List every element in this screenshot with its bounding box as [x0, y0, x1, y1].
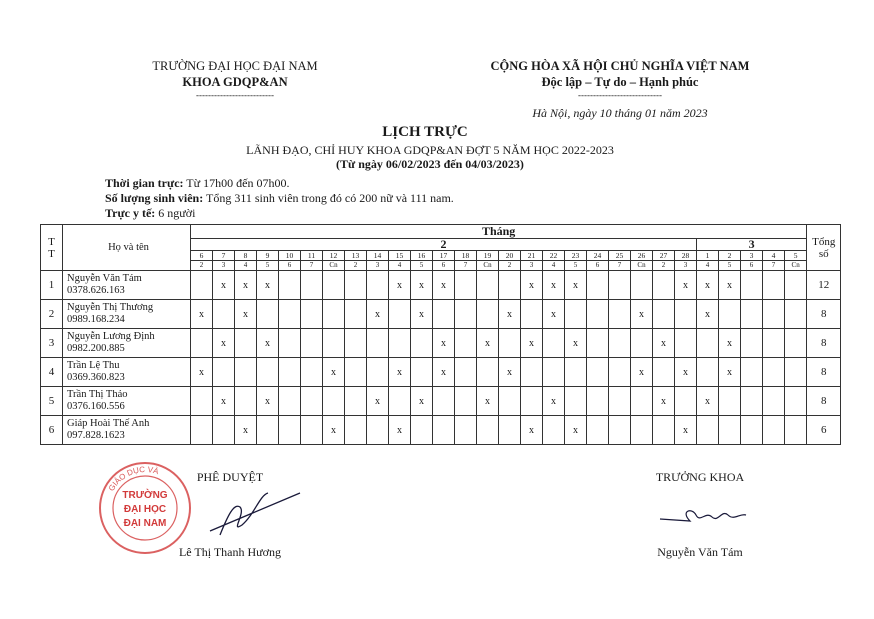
person-phone: 0989.168.234	[67, 314, 125, 325]
weekday: 7	[455, 261, 477, 271]
duty-empty	[323, 387, 345, 416]
dean-title: TRƯỞNG KHOA	[655, 470, 745, 484]
day-number: 4	[763, 251, 785, 261]
day-number: 1	[697, 251, 719, 261]
weekday: 2	[345, 261, 367, 271]
day-number: 20	[499, 251, 521, 261]
duty-empty	[213, 358, 235, 387]
day-number: 11	[301, 251, 323, 261]
duty-mark: x	[323, 358, 345, 387]
day-number: 23	[565, 251, 587, 261]
day-number: 16	[411, 251, 433, 261]
duty-empty	[719, 416, 741, 445]
duty-mark: x	[675, 358, 697, 387]
duty-mark: x	[631, 300, 653, 329]
duty-mark: x	[543, 300, 565, 329]
duty-mark: x	[257, 271, 279, 300]
day-number: 21	[521, 251, 543, 261]
weekday: 4	[389, 261, 411, 271]
duty-empty	[763, 416, 785, 445]
row-number: 6	[41, 416, 63, 445]
duty-empty	[521, 300, 543, 329]
duty-empty	[587, 416, 609, 445]
duty-empty	[257, 358, 279, 387]
person-name: Nguyễn Thị Thương	[67, 302, 154, 313]
duty-empty	[323, 300, 345, 329]
duty-mark: x	[389, 416, 411, 445]
weekday: Cn	[631, 261, 653, 271]
duty-empty	[763, 329, 785, 358]
duty-empty	[301, 358, 323, 387]
weekday: 3	[367, 261, 389, 271]
duty-empty	[345, 300, 367, 329]
weekday: 3	[675, 261, 697, 271]
duty-empty	[433, 416, 455, 445]
day-number: 26	[631, 251, 653, 261]
stamp-line3: ĐẠI NAM	[123, 518, 167, 529]
duty-empty	[455, 387, 477, 416]
day-number: 12	[323, 251, 345, 261]
row-total: 8	[807, 329, 841, 358]
stamp-line2: ĐẠI HỌC	[123, 504, 167, 515]
person-cell	[63, 329, 191, 358]
day-number: 25	[609, 251, 631, 261]
duty-empty	[301, 416, 323, 445]
duty-mark: x	[521, 329, 543, 358]
duty-empty	[433, 300, 455, 329]
duty-empty	[785, 329, 807, 358]
duty-empty	[279, 387, 301, 416]
duty-empty	[785, 300, 807, 329]
weekday: 6	[741, 261, 763, 271]
header-right	[460, 58, 780, 100]
day-number: 10	[279, 251, 301, 261]
duty-empty	[631, 387, 653, 416]
row-number: 5	[41, 387, 63, 416]
person-cell	[63, 271, 191, 300]
table-row	[41, 358, 841, 387]
person-name: Nguyễn Văn Tám	[67, 273, 142, 284]
weekday: 5	[257, 261, 279, 271]
weekday: 4	[543, 261, 565, 271]
day-number: 17	[433, 251, 455, 261]
duty-mark: x	[235, 300, 257, 329]
person-name: Giáp Hoài Thế Anh	[67, 418, 150, 429]
duty-mark: x	[257, 329, 279, 358]
duty-empty	[235, 329, 257, 358]
day-number: 27	[653, 251, 675, 261]
person-phone: 0982.200.885	[67, 343, 125, 354]
duty-empty	[389, 387, 411, 416]
duty-empty	[367, 271, 389, 300]
duty-empty	[675, 387, 697, 416]
faculty-name: KHOA GDQP&AN	[182, 75, 288, 89]
duty-empty	[587, 329, 609, 358]
duty-empty	[785, 387, 807, 416]
duty-empty	[477, 416, 499, 445]
day-number: 13	[345, 251, 367, 261]
duty-empty	[301, 329, 323, 358]
weekday: Cn	[323, 261, 345, 271]
table-row	[41, 300, 841, 329]
day-number: 15	[389, 251, 411, 261]
national-motto: Độc lập – Tự do – Hạnh phúc	[541, 75, 699, 89]
duty-empty	[367, 358, 389, 387]
duty-empty	[279, 271, 301, 300]
info-students: Số lượng sinh viên: Tổng 311 sinh viên trong đó có 200 nữ và 111 nam.	[105, 191, 454, 205]
month-march: 3	[697, 239, 807, 251]
day-number: 24	[587, 251, 609, 261]
person-phone: 0378.626.163	[67, 285, 125, 296]
weekday: 2	[653, 261, 675, 271]
person-phone: 0376.160.556	[67, 401, 125, 412]
person-cell	[63, 416, 191, 445]
signature-right	[600, 470, 800, 560]
duty-empty	[521, 358, 543, 387]
weekday: 6	[587, 261, 609, 271]
duty-empty	[697, 358, 719, 387]
duty-empty	[323, 271, 345, 300]
duty-empty	[785, 416, 807, 445]
duty-empty	[345, 271, 367, 300]
duty-mark: x	[477, 329, 499, 358]
day-number: 2	[719, 251, 741, 261]
duty-empty	[191, 329, 213, 358]
weekday: 5	[565, 261, 587, 271]
duty-empty	[411, 416, 433, 445]
table-row	[41, 416, 841, 445]
duty-mark: x	[213, 329, 235, 358]
duty-mark: x	[477, 387, 499, 416]
duty-mark: x	[565, 271, 587, 300]
duty-empty	[279, 416, 301, 445]
duty-mark: x	[697, 271, 719, 300]
info-time: Thời gian trực: Từ 17h00 đến 07h00.	[105, 176, 290, 190]
row-number: 2	[41, 300, 63, 329]
duty-mark: x	[389, 271, 411, 300]
duty-empty	[477, 358, 499, 387]
duty-roster-table	[40, 224, 841, 445]
duty-mark: x	[653, 387, 675, 416]
duty-mark: x	[213, 271, 235, 300]
duty-empty	[565, 300, 587, 329]
person-phone: 0369.360.823	[67, 372, 125, 383]
duty-empty	[257, 416, 279, 445]
duty-empty	[763, 358, 785, 387]
duty-empty	[521, 387, 543, 416]
duty-empty	[675, 300, 697, 329]
duty-empty	[741, 300, 763, 329]
row-number: 1	[41, 271, 63, 300]
day-number: 22	[543, 251, 565, 261]
row-total: 6	[807, 416, 841, 445]
person-cell	[63, 387, 191, 416]
info-medical: Trực y tế: 6 người	[105, 206, 196, 220]
weekday: 5	[719, 261, 741, 271]
duty-empty	[543, 358, 565, 387]
duty-mark: x	[631, 358, 653, 387]
row-total: 12	[807, 271, 841, 300]
duty-empty	[191, 387, 213, 416]
duty-mark: x	[521, 271, 543, 300]
duty-mark: x	[367, 387, 389, 416]
weekday: 4	[697, 261, 719, 271]
document-date: Hà Nội, ngày 10 tháng 01 năm 2023	[532, 106, 708, 120]
duty-empty	[455, 416, 477, 445]
person-name: Nguyễn Lương Định	[67, 331, 155, 342]
duty-empty	[763, 300, 785, 329]
weekday: Cn	[785, 261, 807, 271]
duty-empty	[477, 271, 499, 300]
duty-empty	[565, 358, 587, 387]
duty-empty	[455, 329, 477, 358]
weekday: 7	[609, 261, 631, 271]
weekday: 4	[235, 261, 257, 271]
duty-empty	[609, 300, 631, 329]
duty-mark: x	[565, 416, 587, 445]
weekday: 3	[521, 261, 543, 271]
weekday: 6	[279, 261, 301, 271]
duty-mark: x	[411, 387, 433, 416]
duty-empty	[499, 271, 521, 300]
table-row	[41, 271, 841, 300]
day-number: 5	[785, 251, 807, 261]
weekday: 7	[763, 261, 785, 271]
duty-empty	[653, 271, 675, 300]
duty-mark: x	[499, 358, 521, 387]
duty-empty	[301, 271, 323, 300]
person-name: Trần Thị Thảo	[67, 389, 128, 400]
duty-mark: x	[499, 300, 521, 329]
duty-empty	[301, 300, 323, 329]
duty-mark: x	[191, 358, 213, 387]
duty-empty	[653, 416, 675, 445]
weekday: 2	[499, 261, 521, 271]
duty-mark: x	[433, 271, 455, 300]
duty-empty	[609, 358, 631, 387]
stamp-ring-text: GIÁO DỤC VÀ	[106, 464, 160, 493]
duty-empty	[345, 358, 367, 387]
day-number: 6	[191, 251, 213, 261]
weekday: 6	[433, 261, 455, 271]
duty-empty	[543, 416, 565, 445]
duty-empty	[235, 387, 257, 416]
duty-empty	[543, 329, 565, 358]
duty-empty	[785, 271, 807, 300]
duty-empty	[433, 387, 455, 416]
duty-mark: x	[675, 271, 697, 300]
duty-empty	[301, 387, 323, 416]
duty-mark: x	[191, 300, 213, 329]
person-cell	[63, 300, 191, 329]
duty-empty	[653, 300, 675, 329]
day-number: 8	[235, 251, 257, 261]
duty-mark: x	[653, 329, 675, 358]
duty-empty	[741, 416, 763, 445]
duty-mark: x	[323, 416, 345, 445]
duty-empty	[741, 358, 763, 387]
duty-empty	[653, 358, 675, 387]
person-cell	[63, 358, 191, 387]
duty-empty	[279, 300, 301, 329]
duty-empty	[213, 416, 235, 445]
duty-empty	[367, 416, 389, 445]
document-period: (Từ ngày 06/02/2023 đến 04/03/2023)	[336, 157, 524, 171]
row-total: 8	[807, 387, 841, 416]
duty-mark: x	[367, 300, 389, 329]
duty-mark: x	[697, 300, 719, 329]
person-name: Trần Lệ Thu	[67, 360, 120, 371]
duty-empty	[345, 387, 367, 416]
table-row	[41, 329, 841, 358]
duty-empty	[675, 329, 697, 358]
weekday: 2	[191, 261, 213, 271]
col-header-month: Tháng	[191, 225, 807, 239]
row-number: 4	[41, 358, 63, 387]
duty-mark: x	[213, 387, 235, 416]
day-number: 9	[257, 251, 279, 261]
duty-mark: x	[257, 387, 279, 416]
duty-empty	[389, 300, 411, 329]
duty-empty	[609, 387, 631, 416]
table-row	[41, 387, 841, 416]
weekday: Cn	[477, 261, 499, 271]
row-total: 8	[807, 300, 841, 329]
col-header-total: Tổng số	[807, 225, 841, 271]
day-number: 7	[213, 251, 235, 261]
day-number: 19	[477, 251, 499, 261]
day-number: 3	[741, 251, 763, 261]
duty-mark: x	[235, 416, 257, 445]
row-number: 3	[41, 329, 63, 358]
duty-empty	[631, 271, 653, 300]
duty-empty	[741, 271, 763, 300]
duty-empty	[719, 387, 741, 416]
handwritten-signature-right	[620, 485, 780, 541]
day-number: 28	[675, 251, 697, 261]
duty-empty	[345, 416, 367, 445]
duty-mark: x	[433, 358, 455, 387]
duty-empty	[609, 416, 631, 445]
national-title: CỘNG HÒA XÃ HỘI CHỦ NGHĨA VIỆT NAM	[490, 59, 750, 73]
handwritten-signature-left	[150, 485, 310, 541]
header-right-rule: ----------------------------	[578, 90, 662, 100]
duty-empty	[411, 329, 433, 358]
duty-mark: x	[389, 358, 411, 387]
duty-empty	[323, 329, 345, 358]
duty-empty	[631, 416, 653, 445]
duty-mark: x	[719, 329, 741, 358]
duty-empty	[609, 329, 631, 358]
duty-empty	[763, 387, 785, 416]
duty-empty	[345, 329, 367, 358]
stamp-line1: TRƯỜNG	[122, 490, 168, 501]
duty-mark: x	[433, 329, 455, 358]
duty-empty	[587, 358, 609, 387]
duty-empty	[257, 300, 279, 329]
day-number: 14	[367, 251, 389, 261]
duty-empty	[741, 329, 763, 358]
approval-title: PHÊ DUYỆT	[196, 470, 264, 484]
duty-mark: x	[543, 387, 565, 416]
duty-empty	[719, 300, 741, 329]
duty-empty	[279, 329, 301, 358]
duty-empty	[565, 387, 587, 416]
duty-empty	[587, 300, 609, 329]
duty-empty	[191, 416, 213, 445]
duty-mark: x	[675, 416, 697, 445]
duty-mark: x	[697, 387, 719, 416]
duty-empty	[191, 271, 213, 300]
duty-mark: x	[411, 271, 433, 300]
col-header-tt: T T	[41, 225, 63, 271]
duty-mark: x	[565, 329, 587, 358]
duty-mark: x	[543, 271, 565, 300]
day-number: 18	[455, 251, 477, 261]
weekday: 3	[213, 261, 235, 271]
duty-empty	[235, 358, 257, 387]
duty-empty	[499, 329, 521, 358]
duty-empty	[389, 329, 411, 358]
row-total: 8	[807, 358, 841, 387]
approver-name: Lê Thị Thanh Hương	[178, 545, 282, 559]
col-header-name: Họ và tên	[63, 225, 191, 271]
duty-empty	[213, 300, 235, 329]
duty-empty	[697, 329, 719, 358]
person-phone: 097.828.1623	[67, 430, 125, 441]
duty-empty	[411, 358, 433, 387]
duty-empty	[367, 329, 389, 358]
duty-mark: x	[719, 271, 741, 300]
signature-left	[130, 470, 330, 560]
weekday: 5	[411, 261, 433, 271]
month-february: 2	[191, 239, 697, 251]
document-title: LỊCH TRỰC	[382, 124, 468, 140]
duty-empty	[499, 416, 521, 445]
duty-empty	[587, 387, 609, 416]
document-subtitle: LÃNH ĐẠO, CHỈ HUY KHOA GDQP&AN ĐỢT 5 NĂM HỌC 2022-2023	[246, 143, 614, 157]
duty-empty	[785, 358, 807, 387]
duty-empty	[609, 271, 631, 300]
duty-empty	[587, 271, 609, 300]
duty-mark: x	[411, 300, 433, 329]
duty-empty	[763, 271, 785, 300]
duty-mark: x	[719, 358, 741, 387]
duty-empty	[279, 358, 301, 387]
duty-empty	[455, 300, 477, 329]
duty-empty	[455, 271, 477, 300]
dean-name: Nguyễn Văn Tám	[657, 545, 743, 559]
duty-mark: x	[521, 416, 543, 445]
duty-empty	[477, 300, 499, 329]
duty-empty	[499, 387, 521, 416]
university-name: TRƯỜNG ĐẠI HỌC ĐẠI NAM	[152, 59, 318, 73]
duty-empty	[631, 329, 653, 358]
duty-empty	[697, 416, 719, 445]
duty-empty	[455, 358, 477, 387]
header-left	[120, 58, 350, 100]
duty-empty	[741, 387, 763, 416]
header-left-rule: --------------------------	[196, 90, 274, 100]
duty-mark: x	[235, 271, 257, 300]
weekday: 7	[301, 261, 323, 271]
